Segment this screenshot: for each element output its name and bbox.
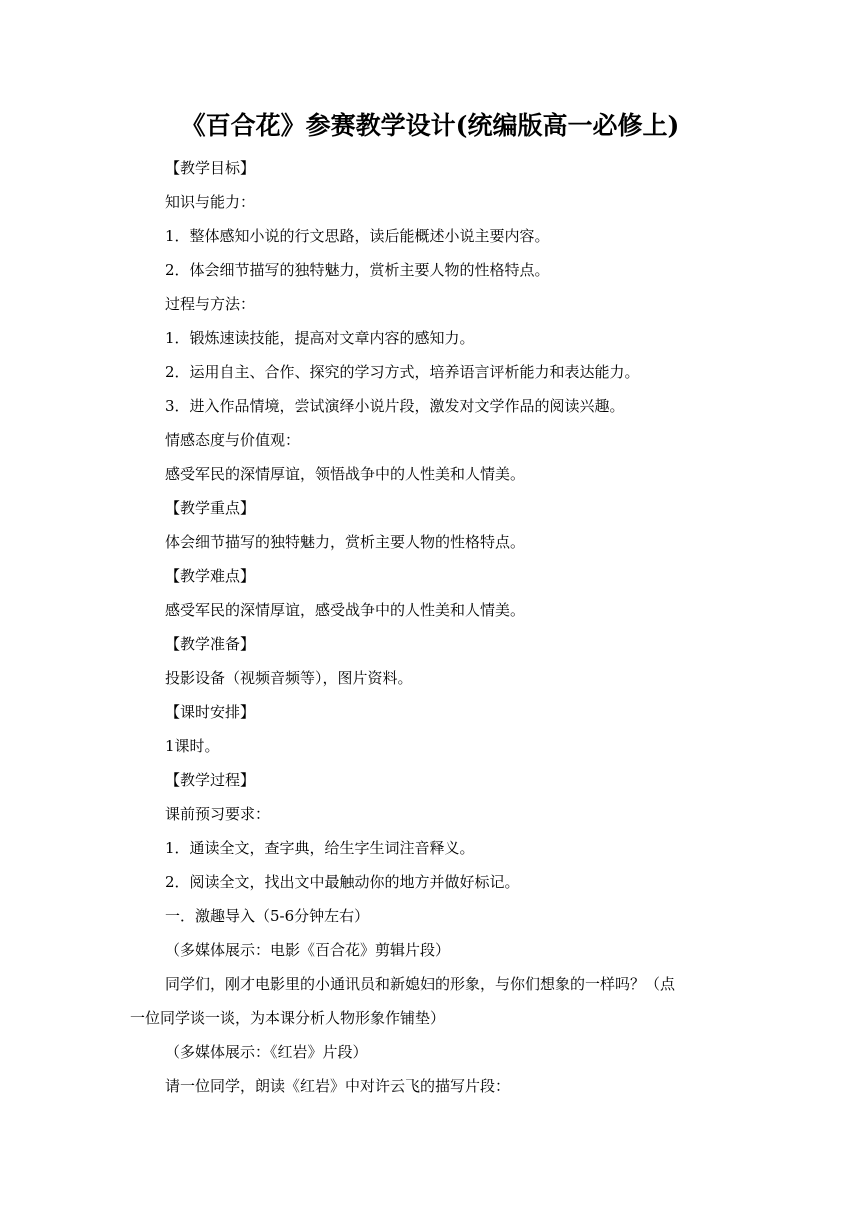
text-line: 课前预习要求： [165,805,271,823]
text-line: （多媒体展示：《红岩》片段） [165,1043,368,1061]
text-line: 感受军民的深情厚谊，感受战争中的人性美和人情美。 [165,601,526,619]
text-line: 【教学重点】 [165,499,256,517]
text-line: 【教学准备】 [165,635,256,653]
text-line: 投影设备（视频音频等），图片资料。 [165,669,413,687]
text-line: 【课时安排】 [165,703,256,721]
text-line: 【教学过程】 [165,771,256,789]
text-line: 2．运用自主、合作、探究的学习方式，培养语言评析能力和表达能力。 [165,363,640,381]
document-body [130,151,730,1103]
text-line: 一．激趣导入（5-6分钟左右） [165,907,370,925]
text-line: 3．进入作品情境，尝试演绎小说片段，激发对文学作品的阅读兴趣。 [165,397,625,415]
text-line: 1．锻炼速读技能，提高对文章内容的感知力。 [165,329,475,347]
text-line: 1．整体感知小说的行文思路，读后能概述小说主要内容。 [165,227,550,245]
text-line: 【教学难点】 [165,567,256,585]
text-line: 1课时。 [165,737,220,755]
text-line: 同学们，刚才电影里的小通讯员和新媳妇的形象，与你们想象的一样吗？（点 [165,975,676,993]
text-line: 2．阅读全文，找出文中最触动你的地方并做好标记。 [165,873,520,891]
text-line: 体会细节描写的独特魅力，赏析主要人物的性格特点。 [165,533,526,551]
text-line: 情感态度与价值观： [165,431,301,449]
text-line: 知识与能力： [165,193,256,211]
text-line: （多媒体展示：电影《百合花》剪辑片段） [165,941,451,959]
text-line: 感受军民的深情厚谊，领悟战争中的人性美和人情美。 [165,465,526,483]
text-line: 【教学目标】 [165,159,256,177]
text-line: 1．通读全文，查字典，给生字生词注音释义。 [165,839,475,857]
text-line: 2．体会细节描写的独特魅力，赏析主要人物的性格特点。 [165,261,550,279]
text-line: 一位同学谈一谈，为本课分析人物形象作铺垫） [130,1009,446,1027]
text-line: 请一位同学，朗读《红岩》中对许云飞的描写片段： [165,1077,511,1095]
document-title: 《百合花》参赛教学设计(统编版高一必修上) [180,111,680,140]
text-line: 过程与方法： [165,295,256,313]
